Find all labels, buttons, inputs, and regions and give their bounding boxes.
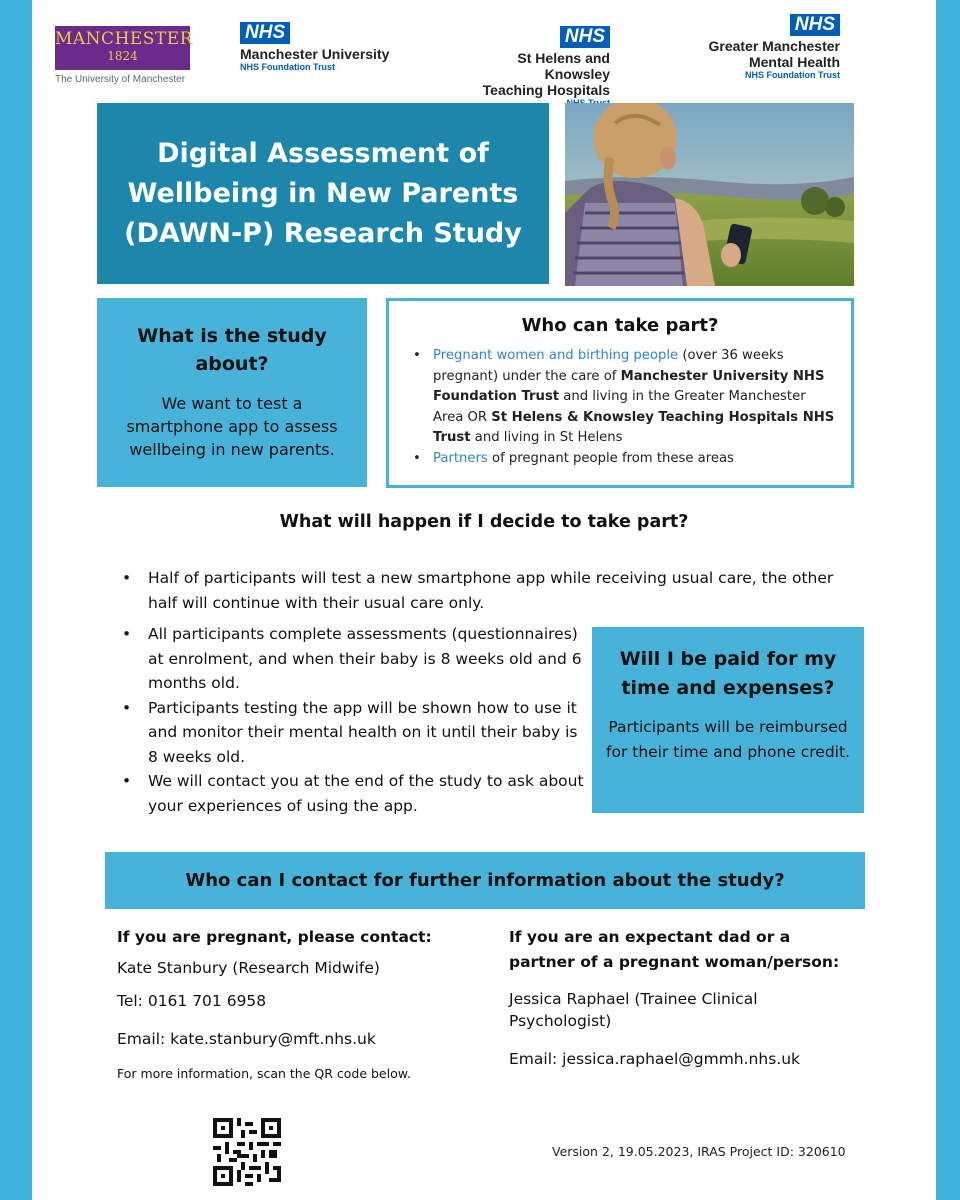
woman-with-phone-photo	[565, 103, 854, 286]
eligibility-trust: Manchester University NHS Foundation Trust	[433, 368, 825, 404]
contact-phone[interactable]: Tel: 0161 701 6958	[117, 992, 267, 1010]
manchester-wordmark: MANCHESTER	[55, 29, 193, 49]
payment-panel	[592, 627, 864, 813]
study-about-body: We want to test a smartphone app to assess wellbeing in new parents.	[126, 394, 338, 459]
trust-name: St Helens and Knowsley	[517, 50, 610, 82]
sthk-logo	[450, 26, 610, 108]
manchester-subtitle: The University of Manchester	[55, 74, 186, 85]
eligibility-panel	[386, 298, 854, 488]
manchester-crest	[55, 26, 193, 70]
list-item	[403, 449, 837, 470]
trust-name: Manchester University	[240, 46, 390, 62]
contact-name: Kate Stanbury (Research Midwife)	[117, 959, 380, 977]
payment-body: Participants will be reimbursed for their time and phone credit.	[606, 718, 850, 761]
version-info: Version 2, 19.05.2023, IRAS Project ID: 320610	[552, 1144, 846, 1159]
mft-logo	[240, 22, 389, 72]
qr-note: For more information, scan the QR code below.	[117, 1066, 411, 1081]
manchester-year: 1824	[107, 49, 138, 63]
eligibility-lead: Pregnant women and birthing people	[433, 348, 679, 363]
list-item: • Half of participants will test a new smartphone app while receiving usual care, the other half will continue with their usual care only.	[118, 566, 838, 615]
eligibility-heading: Who can take part?	[521, 315, 719, 336]
list-item: • We will contact you at the end of the study to ask about your experiences of using the app.	[118, 769, 588, 818]
list-item	[403, 346, 837, 449]
what-happens-list	[118, 622, 588, 818]
eligibility-lead: Partners	[433, 450, 488, 466]
payment-heading: Will I be paid for my time and expenses?	[619, 648, 837, 699]
eligibility-text: and living in St Helens	[470, 430, 623, 445]
page-title: Digital Assessment of Wellbeing in New Parents (DAWN-P) Research Study	[124, 137, 522, 249]
pregnant-contact-column	[117, 925, 437, 1083]
list-item: • Participants testing the app will be shown how to use it and monitor their mental health on it until their baby is 8 weeks old.	[118, 696, 588, 770]
study-about-panel	[97, 298, 367, 487]
partner-contact-column	[509, 925, 849, 1070]
eligibility-text: and living in the Greater Manchester Area OR	[433, 389, 806, 425]
contact-email-link[interactable]: Email: kate.stanbury@mft.nhs.uk	[117, 1030, 376, 1048]
nhs-badge: NHS	[790, 14, 840, 36]
title-panel	[97, 103, 549, 284]
list-item: • All participants complete assessments (questionnaires) at enrolment, and when their baby is 8 weeks old and 6 months old.	[118, 622, 588, 696]
eligibility-text: of pregnant people from these areas	[487, 450, 734, 466]
contact-email-link[interactable]: Email: jessica.raphael@gmmh.nhs.uk	[509, 1050, 801, 1068]
eligibility-list	[403, 346, 837, 469]
trust-name: Greater Manchester	[708, 38, 840, 54]
pregnant-contact-heading: If you are pregnant, please contact:	[117, 928, 432, 946]
what-happens-heading: What will happen if I decide to take part?	[279, 512, 689, 532]
nhs-badge: NHS	[560, 26, 610, 48]
qr-code[interactable]	[213, 1118, 281, 1186]
contact-name: Jessica Raphael (Trainee Clinical Psychologist)	[509, 990, 758, 1030]
university-of-manchester-logo	[55, 26, 193, 85]
eligibility-text: (over 36 weeks pregnant) under the care of	[433, 348, 784, 384]
trust-name: Mental Health	[748, 54, 840, 70]
what-happens-list	[118, 566, 838, 615]
contact-heading-bar	[105, 852, 865, 909]
contact-heading: Who can I contact for further information about the study?	[185, 870, 785, 891]
gmmh-logo	[680, 14, 840, 80]
trust-type: NHS Foundation Trust	[745, 70, 840, 80]
partner-contact-heading: If you are an expectant dad or a partner of a pregnant woman/person:	[509, 928, 840, 971]
study-about-heading: What is the study about?	[137, 325, 327, 375]
trust-name: Teaching Hospitals	[482, 82, 610, 98]
nhs-badge: NHS	[240, 22, 290, 44]
eligibility-trust: St Helens & Knowsley Teaching Hospitals NHS Trust	[433, 409, 835, 445]
trust-type: NHS Foundation Trust	[240, 62, 335, 72]
